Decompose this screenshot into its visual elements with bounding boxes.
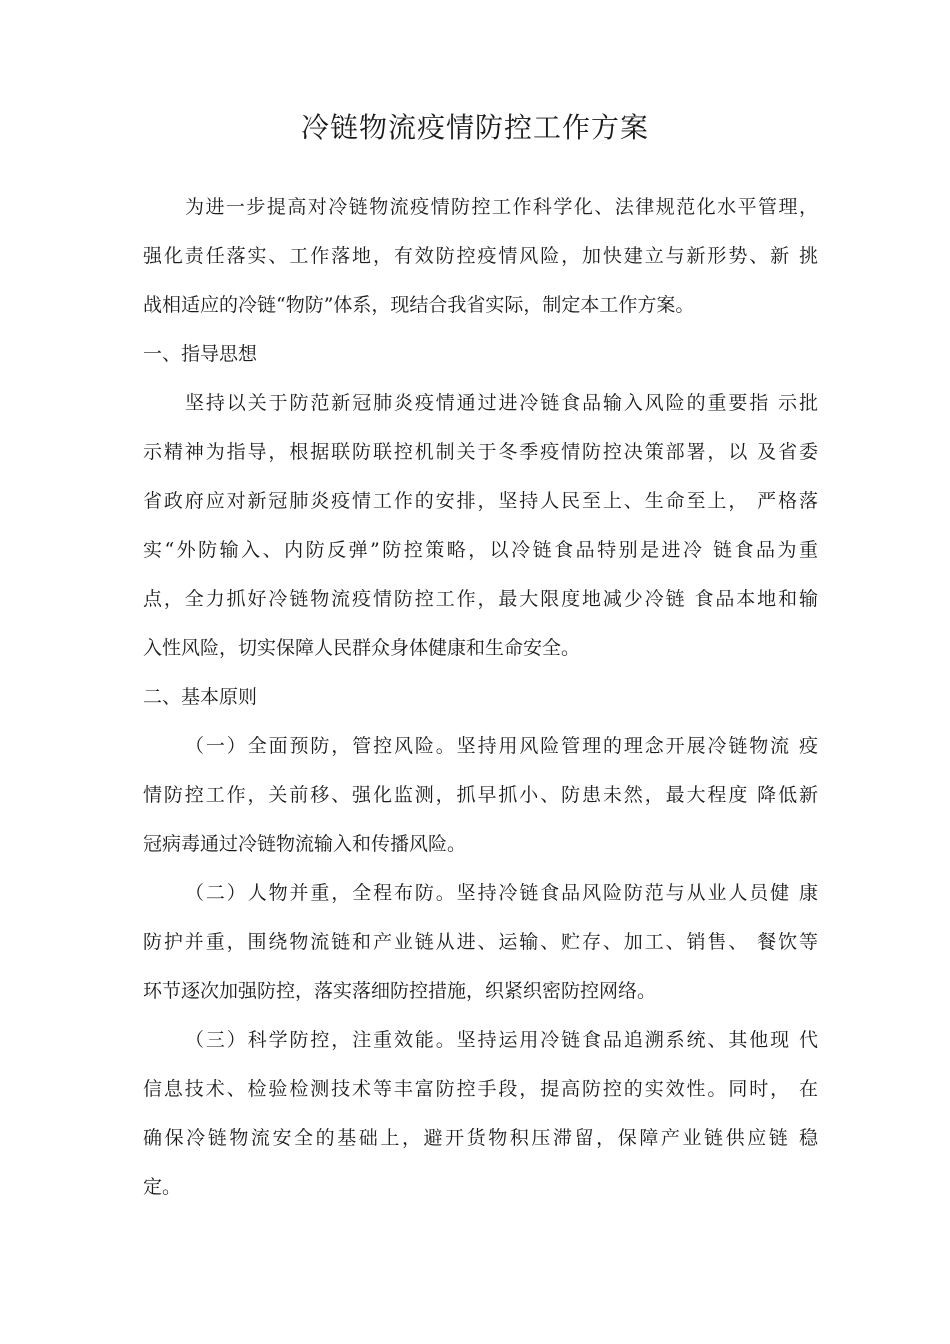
- body-line: 实“外防输入、内防反弹”防控策略，以冷链食品特别是进冷 链食品为重: [143, 539, 818, 561]
- body-line: 为进一步提高对冷链物流疫情防控工作科学化、法律规范化水平管理，: [185, 196, 818, 218]
- section-heading: 一、指导思想: [143, 343, 258, 365]
- body-line: （一）全面预防，管控风险。坚持用风险管理的理念开展冷链物流 疫: [185, 735, 818, 757]
- body-line: 入性风险，切实保障人民群众身体健康和生命安全。: [143, 637, 581, 659]
- body-line: （三）科学防控，注重效能。坚持运用冷链食品追溯系统、其他现 代: [185, 1029, 818, 1051]
- body-line: 定。: [143, 1176, 182, 1198]
- body-line: 确保冷链物流安全的基础上，避开货物积压滞留，保障产业链供应链 稳: [143, 1127, 818, 1149]
- document-body: [143, 183, 818, 1212]
- body-line: 点，全力抓好冷链物流疫情防控工作，最大限度地减少冷链 食品本地和输: [143, 588, 818, 610]
- body-line: 冠病毒通过冷链物流输入和传播风险。: [143, 833, 467, 855]
- body-line: 环节逐次加强防控，落实落细防控措施，织紧织密防控网络。: [143, 980, 657, 1002]
- body-line: 强化责任落实、工作落地，有效防控疫情风险，加快建立与新形势、新 挑: [143, 245, 818, 267]
- body-line: 坚持以关于防范新冠肺炎疫情通过进冷链食品输入风险的重要指 示批: [185, 392, 818, 414]
- body-line: 防护并重，围绕物流链和产业链从进、运输、贮存、加工、销售、 餐饮等: [143, 931, 818, 953]
- body-line: 战相适应的冷链“物防”体系，现结合我省实际，制定本工作方案。: [143, 294, 695, 316]
- document-title: 冷链物流疫情防控工作方案: [300, 111, 649, 144]
- body-line: 信息技术、检验检测技术等丰富防控手段，提高防控的实效性。同时， 在: [143, 1078, 818, 1100]
- body-line: 情防控工作，关前移、强化监测，抓早抓小、防患未然，最大程度 降低新: [143, 784, 818, 806]
- body-line: 省政府应对新冠肺炎疫情工作的安排，坚持人民至上、生命至上， 严格落: [143, 490, 818, 512]
- body-line: 示精神为指导，根据联防联控机制关于冬季疫情防控决策部署，以 及省委: [143, 441, 818, 463]
- body-line: （二）人物并重，全程布防。坚持冷链食品风险防范与从业人员健 康: [185, 882, 818, 904]
- section-heading: 二、基本原则: [143, 686, 258, 708]
